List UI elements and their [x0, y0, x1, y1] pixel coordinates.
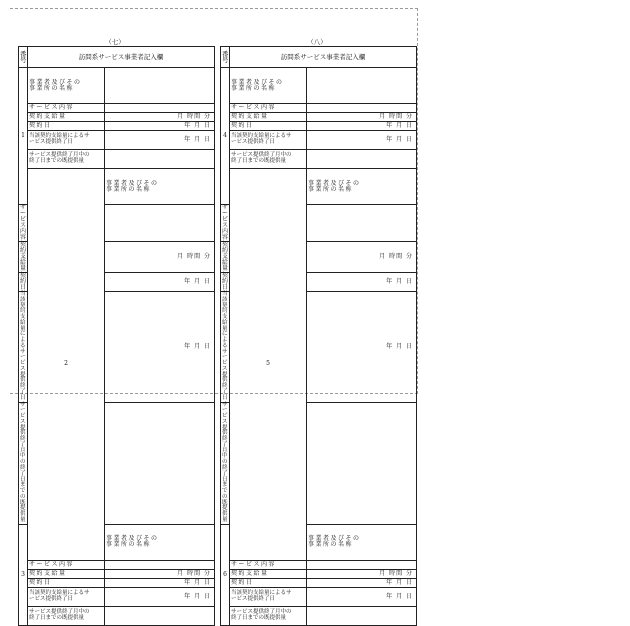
contract-date-label: 契約日	[230, 578, 307, 587]
existing-amount-label: サービス提供終了月中の 終了日までの既提供量	[28, 606, 105, 625]
contract-date-field[interactable]: 年 月 日	[307, 578, 417, 587]
contract-date-label: 契約日	[222, 272, 230, 291]
existing-amount-field[interactable]	[307, 150, 417, 169]
contract-amount-label: 契約支給量	[222, 241, 230, 272]
service-record-table-left	[18, 46, 215, 626]
contract-amount-label: 契約支給量	[230, 113, 307, 122]
group-number: 2	[28, 169, 105, 561]
contract-date-field[interactable]: 年 月 日	[105, 578, 215, 587]
service-end-date-field[interactable]: 年 月 日	[307, 131, 417, 150]
service-end-date-label: 当該契約支給量によるサ ービス提供終了日	[222, 291, 228, 401]
table-title: 訪問系サービス事業者記入欄	[230, 47, 417, 68]
page-edge-line	[417, 8, 418, 394]
service-end-date-field[interactable]: 年 月 日	[105, 292, 215, 403]
group-number: 5	[230, 169, 307, 561]
business-name-label: 事業者及びその 事業所の名称	[105, 169, 215, 205]
existing-amount-field[interactable]	[307, 402, 417, 524]
contract-amount-field[interactable]: 月 時間 分	[307, 242, 417, 273]
contract-date-field[interactable]: 年 月 日	[105, 122, 215, 131]
business-name-label: 事業者及びその 事業所の名称	[307, 524, 417, 560]
service-content-label: サービス内容	[20, 204, 28, 241]
service-content-label: サービス内容	[28, 104, 105, 113]
existing-amount-label: サービス提供終了月中の 終了日までの既提供量	[222, 401, 228, 523]
service-content-field[interactable]	[307, 560, 417, 569]
contract-amount-label: 契約支給量	[28, 113, 105, 122]
service-end-date-label: 当該契約支給量によるサ ービス提供終了日	[20, 291, 26, 401]
group-number: 3	[19, 524, 28, 625]
existing-amount-label: サービス提供終了月中の 終了日までの既提供量	[28, 150, 105, 169]
business-name-field[interactable]	[307, 68, 417, 104]
business-name-label: 事業者及びその 事業所の名称	[307, 169, 417, 205]
service-end-date-field[interactable]: 年 月 日	[105, 587, 215, 606]
existing-amount-field[interactable]	[105, 606, 215, 625]
service-content-label: サービス内容	[230, 560, 307, 569]
contract-date-label: 契約日	[20, 272, 28, 291]
contract-amount-label: 契約支給量	[230, 569, 307, 578]
existing-amount-field[interactable]	[105, 402, 215, 524]
service-end-date-label: 当該契約支給量によるサ ービス提供終了日	[230, 587, 307, 606]
contract-date-field[interactable]: 年 月 日	[105, 273, 215, 292]
contract-amount-label: 契約支給量	[28, 569, 105, 578]
service-content-label: サービス内容	[28, 560, 105, 569]
contract-amount-field[interactable]: 月 時間 分	[307, 569, 417, 578]
contract-date-field[interactable]: 年 月 日	[307, 122, 417, 131]
service-content-field[interactable]	[307, 205, 417, 242]
business-name-field[interactable]	[105, 68, 215, 104]
service-content-field[interactable]	[105, 104, 215, 113]
service-content-label: サービス内容	[222, 204, 230, 241]
page-label-right: （八）	[307, 38, 327, 46]
contract-date-label: 契約日	[28, 122, 105, 131]
business-name-label: 事業者及びその 事業所の名称	[230, 68, 307, 104]
existing-amount-label: サービス提供終了月中の 終了日までの既提供量	[230, 606, 307, 625]
contract-amount-field[interactable]: 月 時間 分	[105, 242, 215, 273]
contract-amount-field[interactable]: 月 時間 分	[105, 569, 215, 578]
table-title: 訪問系サービス事業者記入欄	[28, 47, 215, 68]
existing-amount-label: サービス提供終了月中の 終了日までの既提供量	[230, 150, 307, 169]
business-name-label: 事業者及びその 事業所の名称	[105, 524, 215, 560]
service-content-field[interactable]	[105, 205, 215, 242]
service-end-date-label: 当該契約支給量によるサ ービス提供終了日	[28, 587, 105, 606]
existing-amount-label: サービス提供終了月中の 終了日までの既提供量	[20, 401, 26, 523]
existing-amount-field[interactable]	[105, 150, 215, 169]
contract-amount-field[interactable]: 月 時間 分	[307, 113, 417, 122]
contract-amount-label: 契約支給量	[20, 241, 28, 272]
group-number: 6	[221, 524, 230, 625]
service-record-table-right	[220, 46, 417, 626]
group-number: 4	[221, 68, 230, 205]
contract-date-label: 契約日	[230, 122, 307, 131]
service-end-date-field[interactable]: 年 月 日	[105, 131, 215, 150]
service-end-date-label: 当該契約支給量によるサ ービス提供終了日	[28, 131, 105, 150]
service-content-field[interactable]	[105, 560, 215, 569]
service-end-date-field[interactable]: 年 月 日	[307, 587, 417, 606]
service-end-date-field[interactable]: 年 月 日	[307, 292, 417, 403]
service-content-label: サービス内容	[230, 104, 307, 113]
service-end-date-label: 当該契約支給量によるサ ービス提供終了日	[230, 131, 307, 150]
number-header: 番号	[19, 47, 28, 68]
business-name-label: 事業者及びその 事業所の名称	[28, 68, 105, 104]
group-number: 1	[19, 68, 28, 205]
existing-amount-field[interactable]	[307, 606, 417, 625]
page-label-left: （七）	[105, 38, 125, 46]
number-header: 番号	[221, 47, 230, 68]
contract-amount-field[interactable]: 月 時間 分	[105, 113, 215, 122]
service-content-field[interactable]	[307, 104, 417, 113]
contract-date-field[interactable]: 年 月 日	[307, 273, 417, 292]
contract-date-label: 契約日	[28, 578, 105, 587]
